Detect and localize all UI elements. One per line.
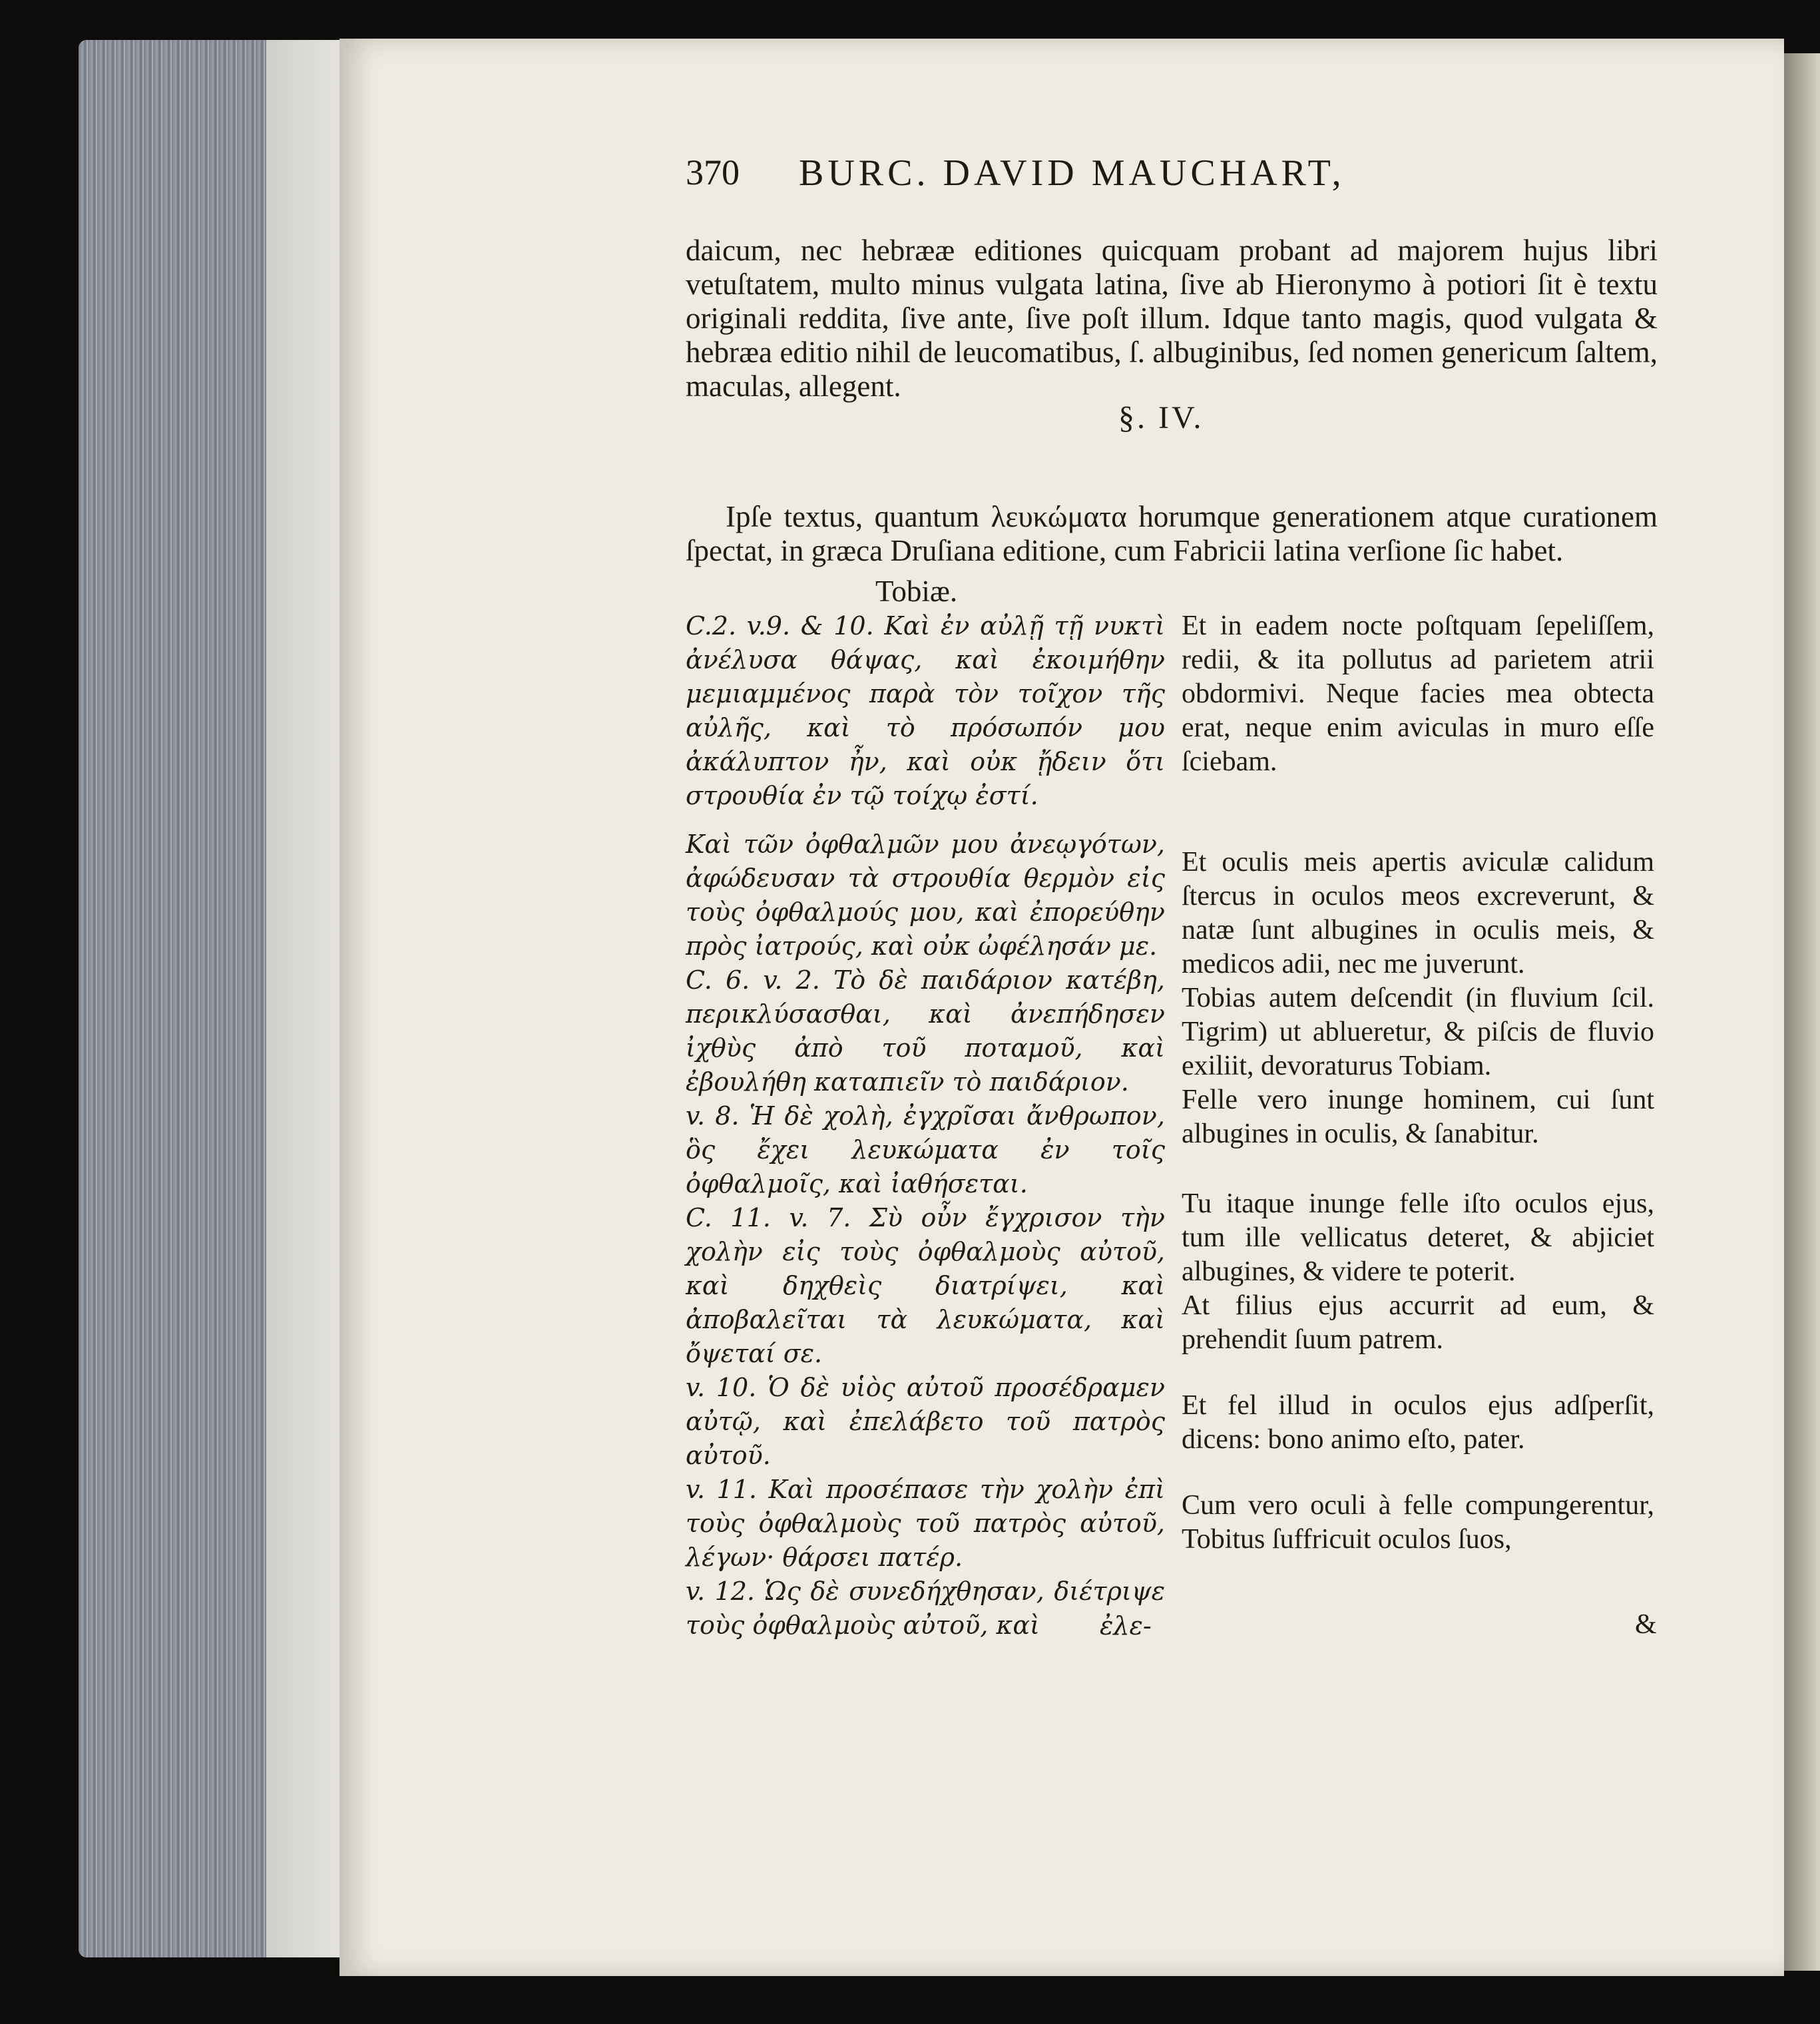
greek-verse-block: v. 11. Καὶ προσέπασε τὴν χολὴν ἐπὶ τοὺς ὀφθαλμοὺς τοῦ πατρὸς αὐτοῦ, λέγων· θάρσει πατέρ. [686, 1475, 1165, 1572]
latin-column [1182, 609, 1654, 1557]
greek-verse-block: C. 11. v. 7. Σὺ οὖν ἔγχρισον τὴν χολὴν εἰς τοὺς ὀφθαλμοὺς αὐτοῦ, καὶ δηχθεὶς διατρίψει, καὶ ἀποβαλεῖται τὰ λευκώματα, καὶ ὄψεταί σε. [686, 1203, 1165, 1368]
latin-verse-block: Felle vero inunge hominem, cui ſunt albugines in oculis, & ſanabitur. [1182, 1085, 1654, 1149]
latin-verse-block: Et in eadem nocte poſtquam ſepeliſſem, redii, & ita pollutus ad parietem atrii obdormivi. Neque facies mea obtecta erat, neque enim aviculas in muro eſſe ſciebam. [1182, 611, 1654, 777]
greek-verse-block: C. 6. v. 2. Τὸ δὲ παιδάριον κατέβη, περικλύσασθαι, καὶ ἀνεπήδησεν ἰχθὺς ἀπὸ τοῦ ποταμοῦ, καὶ ἐβουλήθη καταπιεῖν τὸ παιδάριον. [686, 965, 1165, 1097]
greek-catchword: ἐλε- [1100, 1611, 1152, 1641]
greek-verse-block: Καὶ τῶν ὀφθαλμῶν μου ἀνεῳγότων, ἀφώδευσαν τὰ στρουθία θερμὸν εἰς τοὺς ὀφθαλμούς μου, καὶ ἐπορεύθην πρὸς ἰατρούς, καὶ οὐκ ὠφέλησάν με. [686, 830, 1165, 961]
greek-verse-block: v. 8. Ἡ δὲ χολὴ, ἐγχρῖσαι ἄνθρωπον, ὃς ἔχει λευκώματα ἐν τοῖς ὀφθαλμοῖς, καὶ ἰαθήσεται. [686, 1101, 1165, 1198]
latin-verse-block: Et oculis meis apertis aviculæ calidum ſtercus in oculos meos excreverunt, & natæ ſunt albugines in oculis meis, & medicos adii, nec me juverunt. [1182, 847, 1654, 979]
page-number: 370 [686, 152, 740, 192]
lead-paragraph: Ipſe textus, quantum λευκώματα horumque generationem atque curationem ſpectat, in græca Druſiana editione, cum Fabricii latina verſione ſic habet. [686, 500, 1658, 567]
greek-verse-block: C.2. v.9. & 10. Καὶ ἐν αὐλῇ τῇ νυκτὶ ἀνέλυσα θάψας, καὶ ἐκοιμήθην μεμιαμμένος παρὰ τὸν τοῖχον τῆς αὐλῆς, καὶ τὸ πρόσωπόν μου ἀκάλυπτον ἦν, καὶ οὐκ ᾔδειν ὅτι στρουθία ἐν τῷ τοίχῳ ἐστί. [686, 611, 1165, 810]
section-title: §. IV. [1118, 400, 1204, 435]
intro-paragraph: daicum, nec hebrææ editiones quicquam probant ad majorem hujus libri vetuſtatem, multo minus vulgata latina, ſive ab Hieronymo à potiori ſit è textu originali reddita, ſive ante, ſive poſt illum. Idque tanto magis, quod vulgata & hebræa editio nihil de leucomatibus, ſ. albuginibus, ſed nomen genericum ſaltem, maculas, allegent. [686, 234, 1658, 403]
latin-verse-block: Tobias autem deſcendit (in fluvium ſcil. Tigrim) ut ablueretur, & piſcis de fluvio exiliit, devoraturus Tobiam. [1182, 983, 1654, 1081]
latin-verse-block: Et fel illud in oculos ejus adſperſit, dicens: bono animo eſto, pater. [1182, 1390, 1654, 1455]
page-header [686, 152, 1658, 205]
latin-verse-block: Cum vero oculi à felle compungerentur, Tobitus ſuffricuit oculos ſuos, [1182, 1490, 1654, 1555]
column-heading: Tobiæ. [875, 575, 958, 608]
latin-verse-block: At filius ejus accurrit ad eum, & prehendit ſuum patrem. [1182, 1290, 1654, 1355]
latin-catchword: & [1635, 1609, 1657, 1640]
latin-verse-block: Tu itaque inunge felle iſto oculos ejus, tum ille vellicatus deteret, & abjiciet albugines, & videre te poterit. [1182, 1188, 1654, 1287]
running-head: BURC. DAVID MAUCHART, [799, 152, 1345, 194]
greek-verse-block: v. 10. Ὁ δὲ υἱὸς αὐτοῦ προσέδραμεν αὐτῷ, καὶ ἐπελάβετο τοῦ πατρὸς αὐτοῦ. [686, 1373, 1165, 1470]
facing-page-edge [1784, 53, 1820, 1971]
greek-verse-block: v. 12. Ὡς δὲ συνεδήχθησαν, διέτριψε τοὺς ὀφθαλμοὺς αὐτοῦ, καὶ [686, 1577, 1165, 1640]
greek-column [686, 609, 1165, 1643]
